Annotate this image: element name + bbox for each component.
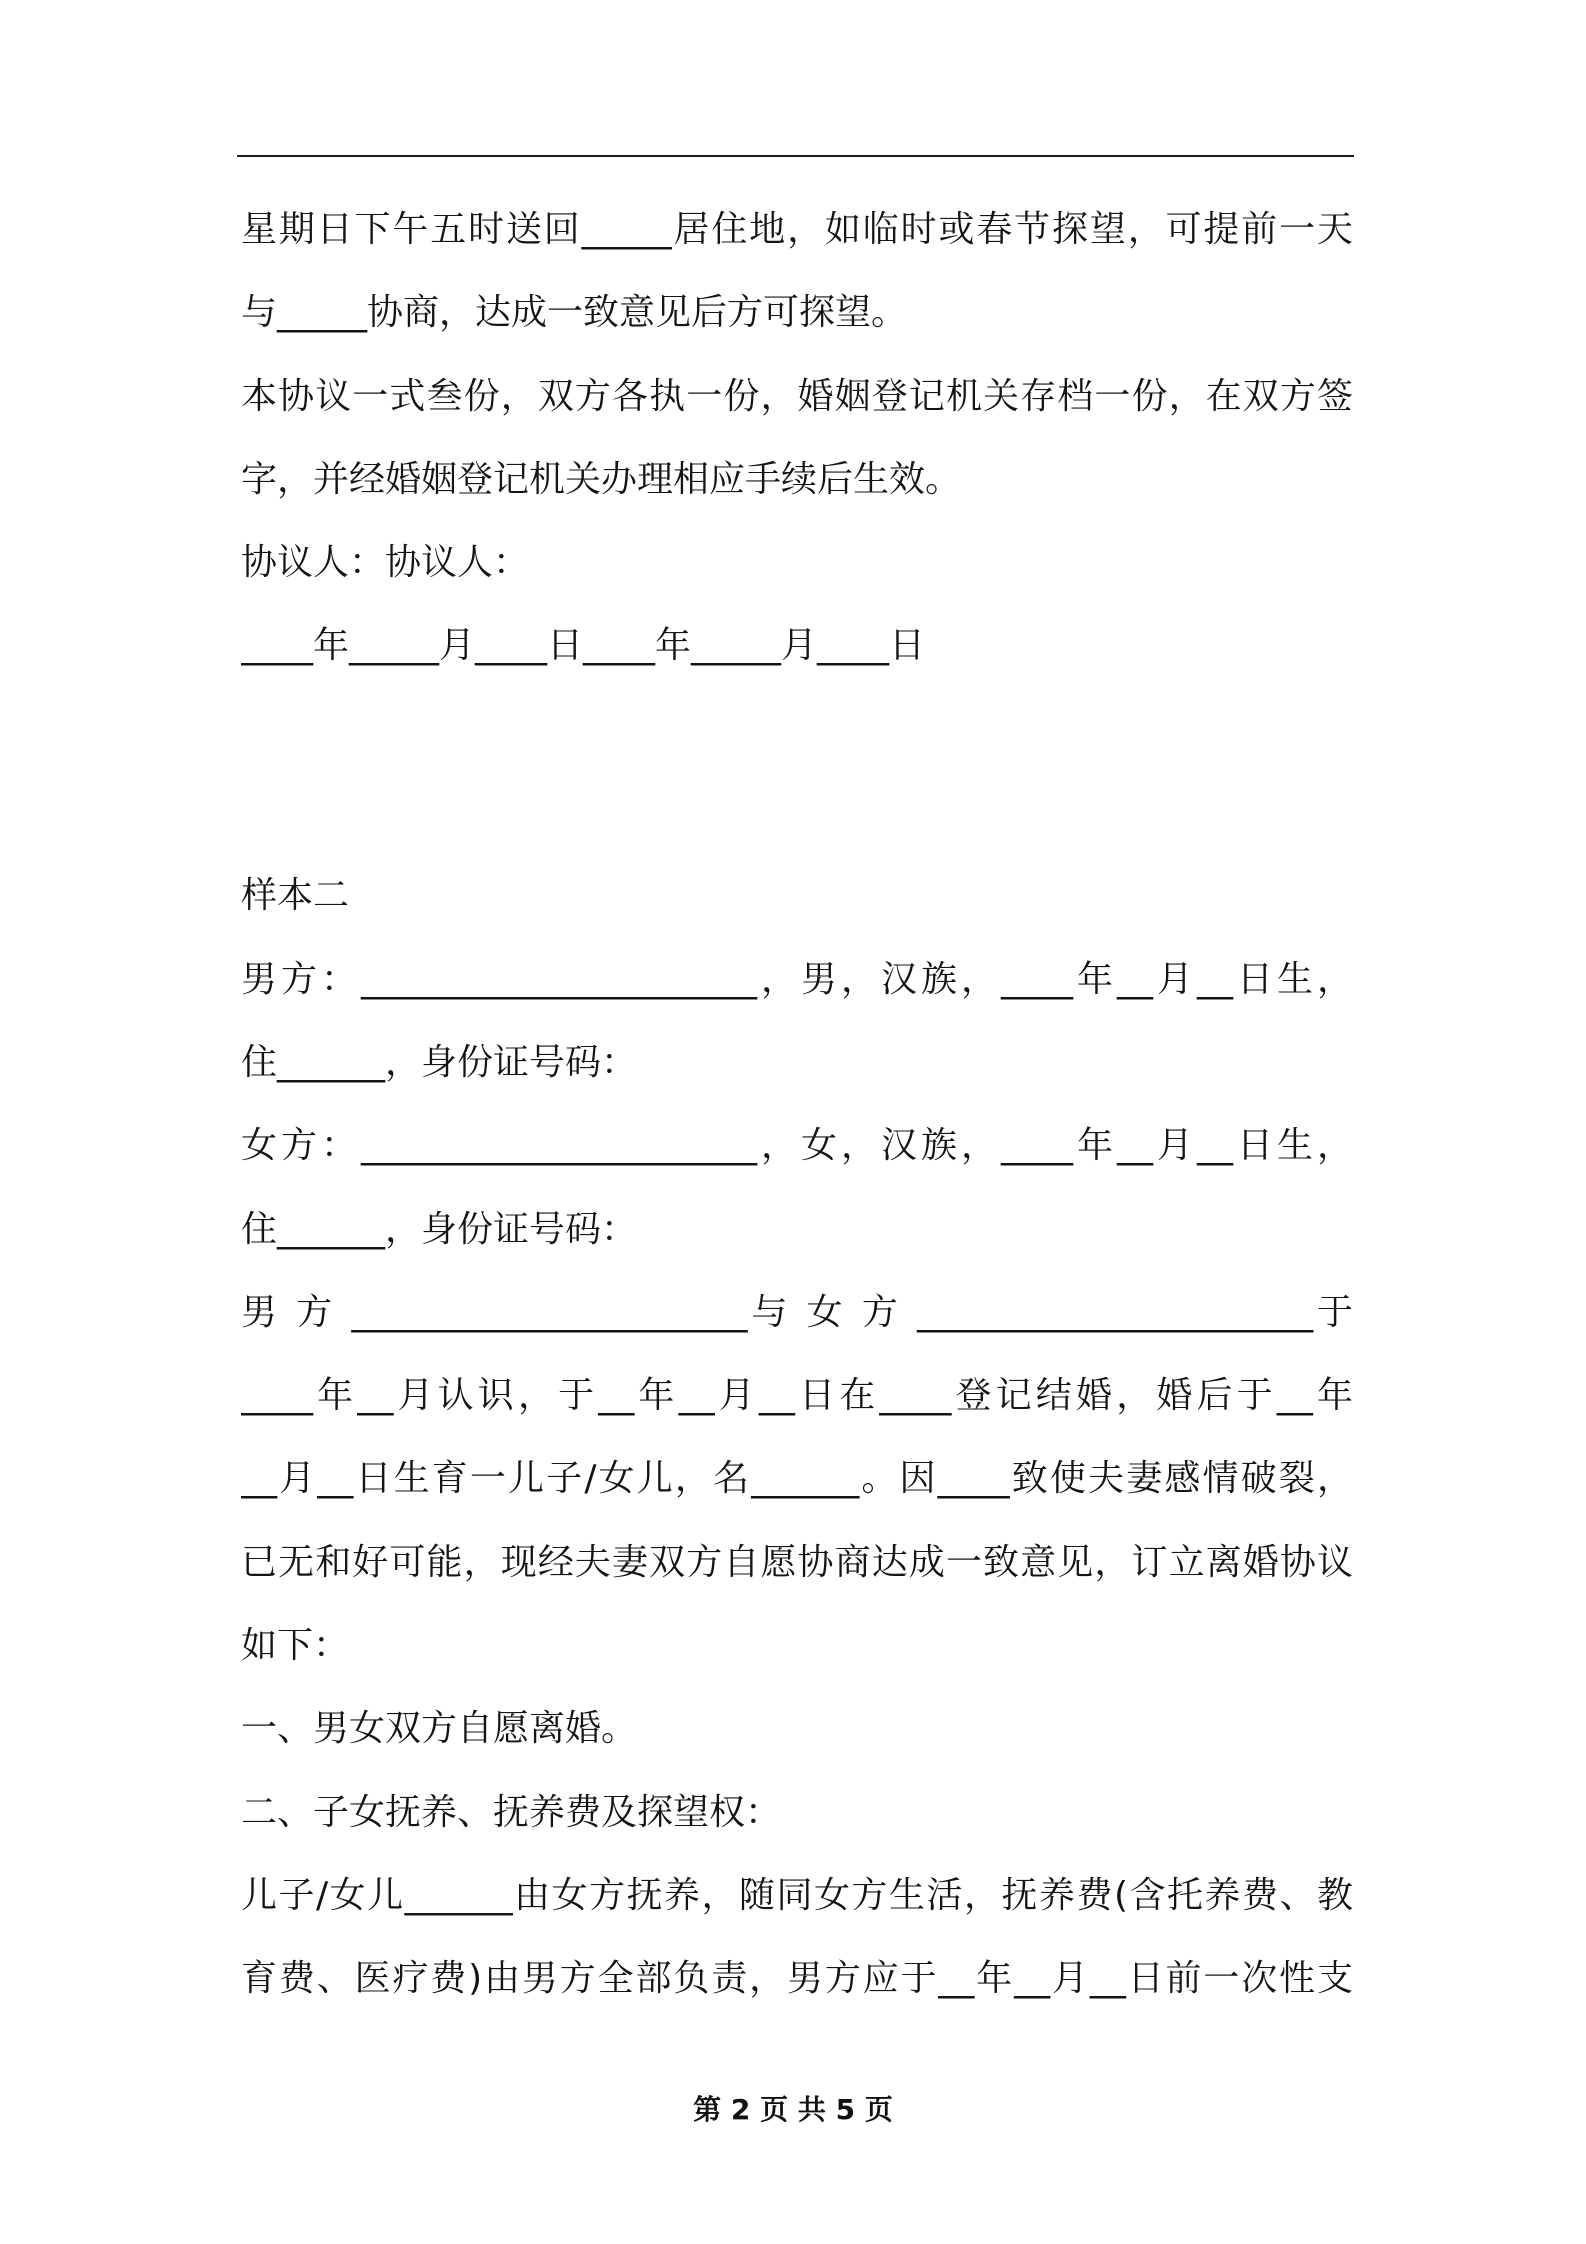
preamble-text-line: 已无和好可能，现经夫妻双方自愿协商达成一致意见，订立离婚协议 [241,1541,1353,1583]
blank-line [241,771,1353,854]
preamble-text-line: 如下： [241,1625,350,1667]
page-number: 第 2 页 共 5 页 [693,2093,893,2126]
clause-heading: 二、子女抚养、抚养费及探望权： [241,1791,782,1833]
preamble-text-line: 男 方 ______________________与 女 方 ______________________于 [241,1291,1353,1333]
custody-text-line: 育费、医疗费)由男方全部负责，男方应于__年__月__日前一次性支 [241,1958,1353,2000]
clause-heading: 一、男女双方自愿离婚。 [241,1708,638,1750]
visitation-text-line: 与_____协商，达成一致意见后方可探望。 [241,292,908,334]
signature-date-line: ____年_____月____日____年_____月____日 [241,625,926,667]
document-body [241,188,1353,2021]
preamble-text-line: ____年__月认识，于__年__月__日在____登记结婚，婚后于__年 [241,1375,1353,1417]
header-rule [237,155,1354,157]
wife-address-line: 住______，身份证号码： [241,1208,638,1250]
section-heading: 样本二 [241,875,350,917]
signatories-line: 协议人：协议人： [241,542,530,584]
husband-address-line: 住______，身份证号码： [241,1041,638,1083]
preamble-text-line: __月__日生育一儿子/女儿，名______。因____致使夫妻感情破裂， [241,1458,1353,1500]
visitation-text-line: 星期日下午五时送回_____居住地，如临时或春节探望，可提前一天 [241,209,1353,250]
husband-info-line: 男方：______________________，男，汉族，____年__月__日生， [241,958,1353,1000]
effectiveness-text-line: 字，并经婚姻登记机关办理相应手续后生效。 [241,458,962,500]
custody-text-line: 儿子/女儿______由女方抚养，随同女方生活，抚养费(含托养费、教 [241,1874,1353,1916]
wife-info-line: 女方：______________________，女，汉族，____年__月__日生， [241,1125,1353,1167]
blank-line [241,688,1353,771]
effectiveness-text-line: 本协议一式叁份，双方各执一份，婚姻登记机关存档一份，在双方签 [241,375,1353,417]
